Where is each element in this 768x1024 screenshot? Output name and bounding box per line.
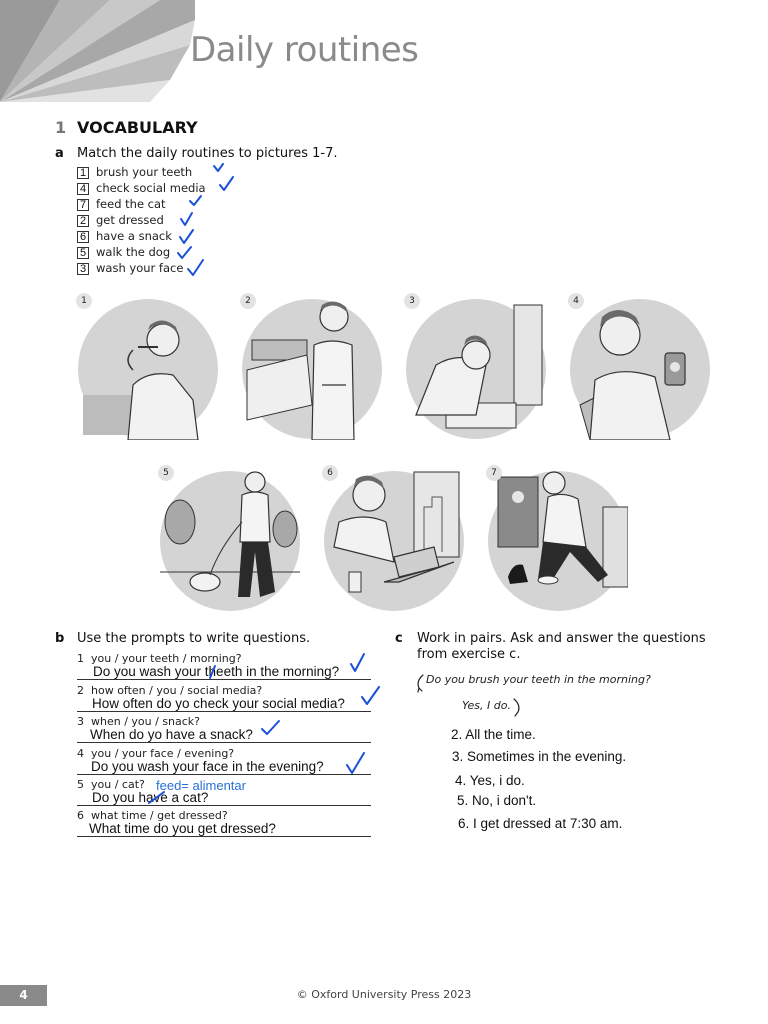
exercise-c-instruction-line2: from exercise c. — [417, 647, 521, 662]
page-title: Daily routines — [190, 30, 419, 70]
answer-box[interactable]: 1 — [77, 167, 89, 179]
section-number: 1 — [55, 118, 67, 137]
question-prompt: what time / get dressed? — [91, 809, 228, 822]
picture-number-badge: 2 — [240, 293, 256, 309]
answer-line — [77, 711, 371, 712]
feed-cat-illustration — [488, 467, 628, 612]
pair-answer[interactable]: 3. Sometimes in the evening. — [452, 749, 627, 764]
pair-answer[interactable]: 6. I get dressed at 7:30 am. — [458, 816, 623, 831]
answer-box[interactable]: 7 — [77, 199, 89, 211]
question-prompt: how often / you / social media? — [91, 684, 263, 697]
exercise-b-instruction: Use the prompts to write questions. — [77, 631, 311, 646]
answer-field[interactable]: Do you wash your theeth in the morning? — [93, 664, 340, 679]
question-number: 3 — [77, 715, 84, 728]
section-title: VOCABULARY — [77, 118, 198, 137]
picture-number-badge: 1 — [76, 293, 92, 309]
vocab-item — [77, 261, 247, 277]
wash-face-illustration — [406, 295, 546, 440]
picture-number-badge: 4 — [568, 293, 584, 309]
question-row — [77, 809, 373, 841]
vocab-text: get dressed — [96, 213, 164, 227]
picture-1 — [78, 295, 218, 440]
get-dressed-illustration — [242, 295, 382, 440]
answer-box[interactable]: 2 — [77, 215, 89, 227]
picture-2 — [242, 295, 382, 440]
answer-line — [77, 679, 371, 680]
answer-line — [77, 774, 371, 775]
check-mark-icon — [179, 211, 195, 227]
answer-line — [77, 805, 371, 806]
check-mark-icon — [178, 228, 196, 246]
check-mark-icon — [186, 258, 206, 278]
question-prompt: when / you / snack? — [91, 715, 201, 728]
header-fan-decoration — [0, 0, 200, 102]
brush-teeth-illustration — [78, 295, 218, 440]
picture-4 — [570, 295, 710, 440]
question-row — [77, 652, 373, 684]
question-prompt: you / your face / evening? — [91, 747, 235, 760]
pair-answer[interactable]: 5. No, i don't. — [457, 793, 537, 808]
check-mark-icon — [212, 163, 226, 175]
picture-number-badge: 7 — [486, 465, 502, 481]
check-mark-icon — [345, 751, 367, 777]
picture-number-badge: 6 — [322, 465, 338, 481]
question-row — [77, 747, 373, 779]
question-prompt: you / cat? — [91, 778, 145, 791]
exercise-c-letter: c — [395, 631, 403, 646]
check-mark-icon — [260, 719, 282, 737]
exercise-b-letter: b — [55, 631, 65, 646]
vocab-item — [77, 213, 247, 229]
answer-box[interactable]: 4 — [77, 183, 89, 195]
question-number: 4 — [77, 747, 84, 760]
exercise-c-instruction-line1: Work in pairs. Ask and answer the questions — [417, 631, 706, 646]
check-social-media-illustration — [570, 295, 710, 440]
vocab-text: brush your teeth — [96, 165, 193, 179]
check-mark-icon — [349, 652, 367, 674]
vocab-text: feed the cat — [96, 197, 166, 211]
vocab-text: wash your face — [96, 261, 184, 275]
vocab-text: check social media — [96, 181, 206, 195]
vocab-text: walk the dog — [96, 245, 171, 259]
copyright-notice: © Oxford University Press 2023 — [296, 988, 472, 1001]
answer-field[interactable]: What time do you get dressed? — [89, 821, 276, 836]
walk-dog-illustration — [160, 467, 300, 612]
exercise-a-letter: a — [55, 146, 64, 161]
answer-field[interactable]: When do yo have a snack? — [90, 727, 253, 742]
picture-number-badge: 5 — [158, 465, 174, 481]
picture-5 — [160, 467, 300, 612]
question-prompt: you / your teeth / morning? — [91, 652, 242, 665]
vocab-text: have a snack — [96, 229, 172, 243]
exercise-a-instruction: Match the daily routines to pictures 1-7. — [77, 146, 338, 161]
picture-number-badge: 3 — [404, 293, 420, 309]
question-row — [77, 684, 373, 716]
answer-box[interactable]: 6 — [77, 231, 89, 243]
answer-field[interactable]: Do you wash your face in the evening? — [91, 759, 324, 774]
picture-6 — [324, 467, 464, 612]
vocab-item — [77, 229, 247, 245]
check-mark-icon — [360, 685, 382, 707]
have-snack-illustration — [324, 467, 464, 612]
answer-line — [77, 836, 371, 837]
answer-line — [77, 742, 371, 743]
vocab-item — [77, 197, 247, 213]
picture-7 — [488, 467, 628, 612]
handwritten-note: feed= alimentar — [156, 778, 246, 793]
question-number: 2 — [77, 684, 84, 697]
pair-answer[interactable]: 2. All the time. — [451, 727, 536, 742]
picture-3 — [406, 295, 546, 440]
page-number: 4 — [0, 985, 47, 1006]
answer-box[interactable]: 3 — [77, 263, 89, 275]
check-mark-icon — [218, 175, 236, 193]
question-number: 1 — [77, 652, 84, 665]
speech-arrow-icon — [511, 697, 523, 719]
answer-box[interactable]: 5 — [77, 247, 89, 259]
strike-mark-icon — [147, 790, 167, 806]
pair-answer[interactable]: 4. Yes, i do. — [455, 773, 525, 788]
example-question: Do you brush your teeth in the morning? — [426, 673, 651, 686]
vocab-item — [77, 245, 247, 261]
check-mark-icon — [188, 194, 204, 208]
example-answer: Yes, I do. — [462, 699, 511, 712]
answer-field[interactable]: How often do yo check your social media? — [92, 696, 345, 711]
question-row — [77, 715, 373, 747]
speech-arrow-icon — [414, 673, 426, 695]
question-number: 6 — [77, 809, 84, 822]
answer-field[interactable]: Do you have a cat? — [92, 790, 209, 805]
question-number: 5 — [77, 778, 84, 791]
strike-mark-icon — [208, 664, 218, 680]
